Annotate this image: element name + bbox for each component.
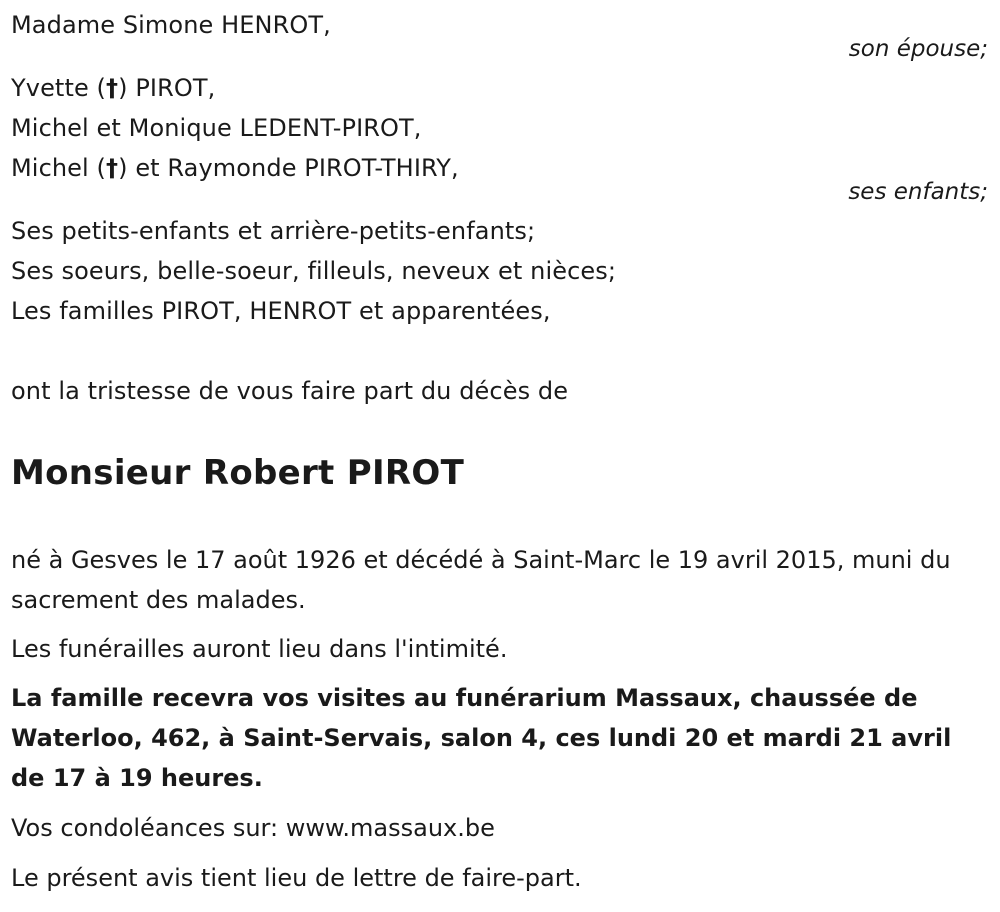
child-yvette-suffix: ) PIROT,: [118, 74, 216, 102]
deceased-name: Monsieur Robert PIROT: [11, 453, 465, 493]
child-yvette: [11, 73, 215, 103]
spouse-name: Madame Simone HENROT,: [11, 11, 331, 39]
funeral-text: Les funérailles auront lieu dans l'intimité.: [11, 635, 508, 663]
spouse-role: son épouse;: [848, 36, 988, 62]
child-michel-prefix: Michel (: [11, 154, 107, 182]
child-yvette-prefix: Yvette (: [11, 74, 107, 102]
families: Les familles PIROT, HENROT et apparentées,: [11, 297, 551, 325]
announcement-intro: ont la tristesse de vous faire part du décès de: [11, 377, 569, 405]
visits-text: La famille recevra vos visites au funérarium Massaux, chaussée de Waterloo, 462, à Saint-Servais, salon 4, ces lundi 20 et mardi 21 avril de 17 à 19 heures.: [11, 684, 952, 792]
birth-death-text: né à Gesves le 17 août 1926 et décédé à Saint-Marc le 19 avril 2015, muni du sacrement des malades.: [11, 546, 951, 614]
cross-icon: †: [106, 74, 119, 102]
child-michel-monique: Michel et Monique LEDENT-PIROT,: [11, 114, 422, 142]
cross-icon: †: [106, 154, 119, 182]
child-michel-raymonde: [11, 153, 459, 183]
notice-text: Le présent avis tient lieu de lettre de faire-part.: [11, 864, 582, 892]
children-role: ses enfants;: [848, 179, 988, 205]
condolences-text: Vos condoléances sur: www.massaux.be: [11, 814, 495, 842]
siblings: Ses soeurs, belle-soeur, filleuls, neveux et nièces;: [11, 257, 617, 285]
grandchildren: Ses petits-enfants et arrière-petits-enfants;: [11, 217, 536, 245]
child-michel-suffix: ) et Raymonde PIROT-THIRY,: [118, 154, 459, 182]
